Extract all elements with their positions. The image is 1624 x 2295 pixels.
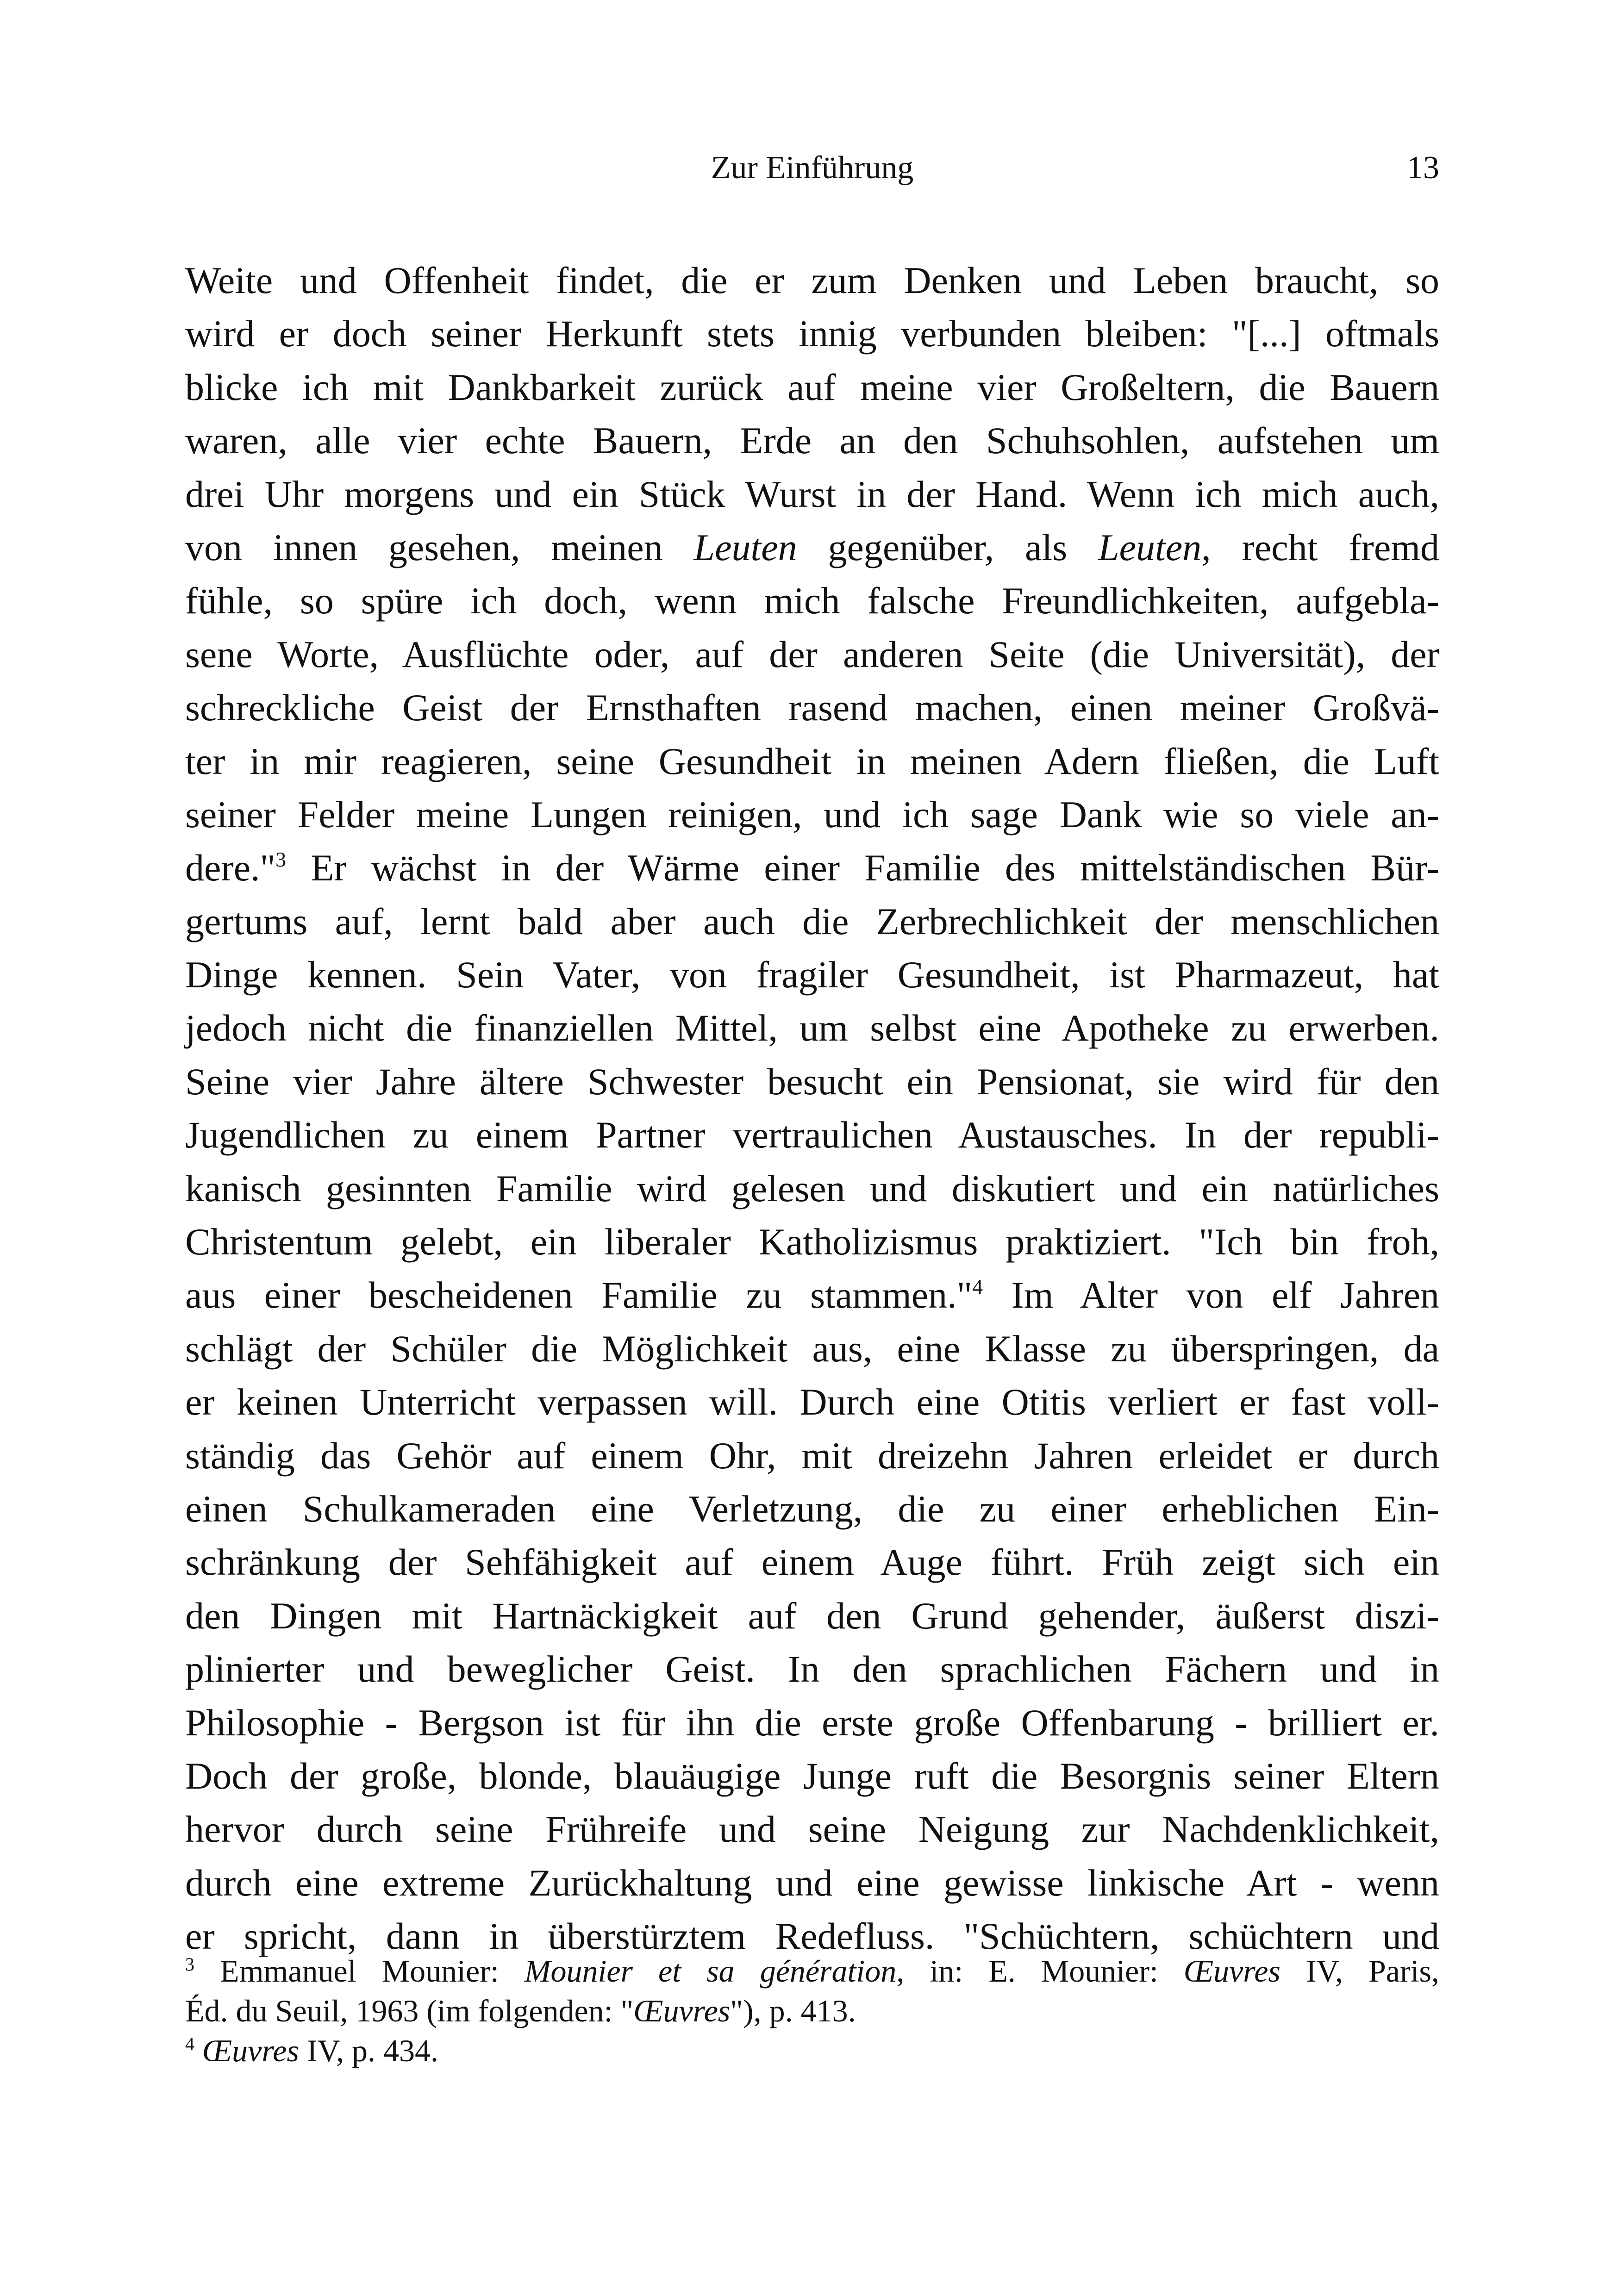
footnote-3 bbox=[185, 1951, 1439, 1991]
text-line: er keinen Unterricht verpassen will. Durch eine Otitis verliert er fast voll- bbox=[185, 1381, 1439, 1423]
text-line: Jugendlichen zu einem Partner vertraulichen Austausches. In der republi- bbox=[185, 1114, 1439, 1156]
text-line: Philosophie - Bergson ist für ihn die erste große Offenbarung - brilliert er. bbox=[185, 1701, 1439, 1744]
footnote-ref-3[interactable]: 3 bbox=[275, 848, 287, 872]
running-title: Zur Einführung bbox=[711, 150, 914, 186]
text-segment: , recht fremd bbox=[1201, 526, 1439, 568]
text-segment: Im Alter von elf Jahren bbox=[983, 1274, 1439, 1316]
text-line: jedoch nicht die finanziellen Mittel, um selbst eine Apotheke zu erwerben. bbox=[185, 1007, 1439, 1049]
footnote-3-continued bbox=[185, 1991, 1439, 2031]
footnote-ref-4[interactable]: 4 bbox=[972, 1275, 983, 1299]
text-segment: aus einer bescheidenen Familie zu stammen." bbox=[185, 1274, 973, 1316]
text-line bbox=[185, 521, 1439, 574]
text-line: kanisch gesinnten Familie wird gelesen und diskutiert und ein natürliches bbox=[185, 1167, 1439, 1210]
text-line: blicke ich mit Dankbarkeit zurück auf meine vier Großeltern, die Bauern bbox=[185, 366, 1439, 408]
text-line: schlägt der Schüler die Möglichkeit aus, eine Klasse zu überspringen, da bbox=[185, 1327, 1439, 1370]
footnote-text: "), p. 413. bbox=[730, 1993, 856, 2028]
text-line: schränkung der Sehfähigkeit auf einem Auge führt. Früh zeigt sich ein bbox=[185, 1541, 1439, 1584]
text-line: sene Worte, Ausflüchte oder, auf der anderen Seite (die Universität), der bbox=[185, 633, 1439, 675]
text-line: durch eine extreme Zurückhaltung und eine gewisse linkische Art - wenn bbox=[185, 1861, 1439, 1904]
text-line: wird er doch seiner Herkunft stets innig verbunden bleiben: "[...] oftmals bbox=[185, 312, 1439, 355]
footnote-italic: Œuvres bbox=[1183, 1953, 1280, 1989]
text-segment: von innen gesehen, meinen bbox=[185, 526, 694, 568]
footnote-italic: Mounier et sa génération bbox=[524, 1953, 897, 1989]
text-line: Dinge kennen. Sein Vater, von fragiler Gesundheit, ist Pharmazeut, hat bbox=[185, 954, 1439, 996]
footnote-text: Emmanuel Mounier: bbox=[194, 1953, 525, 1989]
text-line: Doch der große, blonde, blauäugige Junge ruft die Besorgnis seiner Eltern bbox=[185, 1754, 1439, 1797]
text-line: er spricht, dann in überstürztem Redefluss. "Schüchtern, schüchtern und bbox=[185, 1915, 1439, 1958]
footnote-number: 4 bbox=[185, 2033, 194, 2054]
text-segment: Er wächst in der Wärme einer Familie des mittelständischen Bür- bbox=[286, 847, 1439, 889]
footnote-italic: Œuvres bbox=[633, 1993, 731, 2028]
text-line: ständig das Gehör auf einem Ohr, mit dreizehn Jahren erleidet er durch bbox=[185, 1434, 1439, 1477]
text-line: fühle, so spüre ich doch, wenn mich falsche Freundlichkeiten, aufgebla- bbox=[185, 580, 1439, 622]
text-line: einen Schulkameraden eine Verletzung, die zu einer erheblichen Ein- bbox=[185, 1487, 1439, 1530]
page-number: 13 bbox=[1407, 150, 1439, 186]
footnote-text: IV, Paris, bbox=[1280, 1953, 1439, 1989]
text-line: hervor durch seine Frühreife und seine Neigung zur Nachdenklichkeit, bbox=[185, 1808, 1439, 1851]
italic-word: Leuten bbox=[693, 526, 797, 568]
body-text bbox=[185, 254, 1439, 1963]
text-line: drei Uhr morgens und ein Stück Wurst in der Hand. Wenn ich mich auch, bbox=[185, 473, 1439, 515]
text-line: Weite und Offenheit findet, die er zum Denken und Leben braucht, so bbox=[185, 259, 1439, 301]
footnote-text: IV, p. 434. bbox=[299, 2033, 438, 2068]
text-line: ter in mir reagieren, seine Gesundheit in meinen Adern fließen, die Luft bbox=[185, 740, 1439, 782]
text-line: waren, alle vier echte Bauern, Erde an den Schuhsohlen, aufstehen um bbox=[185, 419, 1439, 462]
text-line bbox=[185, 841, 1439, 894]
footnote-4 bbox=[185, 2031, 1439, 2070]
text-line: schreckliche Geist der Ernsthaften rasend machen, einen meiner Großvä- bbox=[185, 686, 1439, 729]
text-line: seiner Felder meine Lungen reinigen, und ich sage Dank wie so viele an- bbox=[185, 793, 1439, 836]
footnote-text: Éd. du Seuil, 1963 (im folgenden: " bbox=[185, 1993, 634, 2028]
text-line bbox=[185, 1268, 1439, 1322]
text-segment: gegenüber, als bbox=[797, 526, 1098, 568]
text-line: Seine vier Jahre ältere Schwester besucht ein Pensionat, sie wird für den bbox=[185, 1060, 1439, 1103]
footnote-text: , in: E. Mounier: bbox=[896, 1953, 1184, 1989]
text-line: den Dingen mit Hartnäckigkeit auf den Grund gehender, äußerst diszi- bbox=[185, 1594, 1439, 1637]
footnotes bbox=[185, 1951, 1439, 2070]
text-segment: dere." bbox=[185, 847, 276, 889]
text-line: gertums auf, lernt bald aber auch die Zerbrechlichkeit der menschlichen bbox=[185, 900, 1439, 942]
running-header bbox=[185, 147, 1439, 189]
footnote-italic: Œuvres bbox=[202, 2033, 299, 2068]
text-line: Christentum gelebt, ein liberaler Katholizismus praktiziert. "Ich bin froh, bbox=[185, 1221, 1439, 1263]
italic-word: Leuten bbox=[1098, 526, 1202, 568]
text-line: plinierter und beweglicher Geist. In den sprachlichen Fächern und in bbox=[185, 1648, 1439, 1690]
footnote-number: 3 bbox=[185, 1954, 194, 1975]
